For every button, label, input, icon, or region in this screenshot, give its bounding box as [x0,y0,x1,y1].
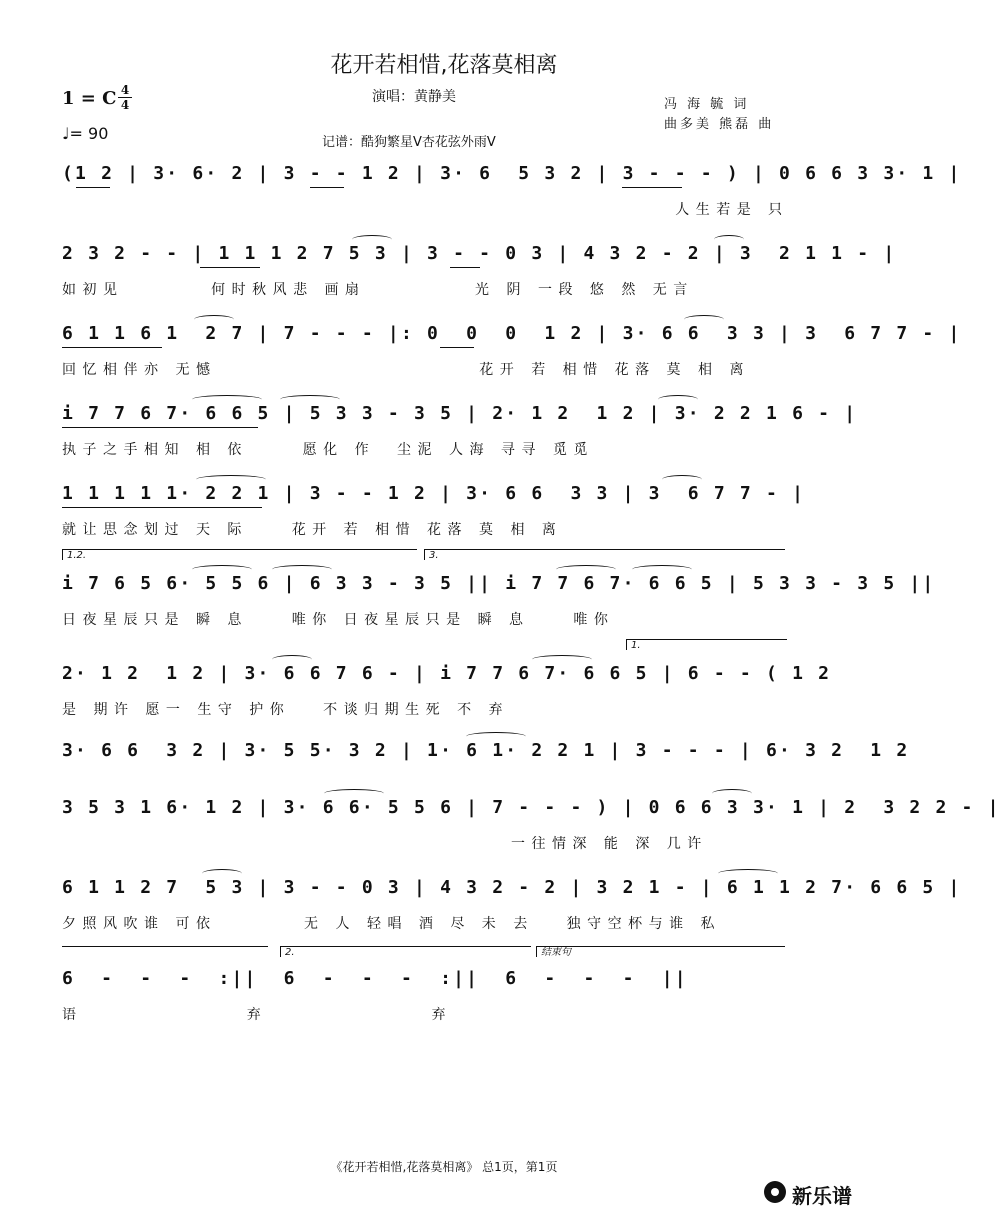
lyrics [62,776,784,796]
composer-credit: 曲多美 熊磊 曲 [664,117,775,132]
notation: 6 1 1 6 1 2 7 | 7 - - - |: 0 0 0 1 2 | 3· 6 6 3 3 | 3 6 7 7 - | [62,323,962,344]
page-footer: 《花开若相惜,花落莫相离》 总1页，第1页 [330,1160,558,1174]
score-line-1 [62,163,962,233]
score-line-5 [62,483,806,553]
notation: 3 5 3 1 6· 1 2 | 3· 6 6· 5 5 6 | 7 - - - ) | 0 6 6 3 3· 1 | 2 3 2 2 - | [62,797,1001,818]
notation: 6 - - - :|| 6 - - - :|| 6 - - - || [62,968,688,989]
notation: 6 1 1 2 7 5 3 | 3 - - 0 3 | 4 3 2 - 2 | 3 2 1 - | 6 1 1 2 7· 6 6 5 | [62,877,962,898]
lyrics: 语 弃 弃 [62,1007,453,1023]
lyrics: 执子之手相知 相 依 愿化 作 尘泥 人海 寻寻 觅觅 [62,442,594,458]
key-signature: 1 = C [62,88,117,109]
time-signature: 4 4 [118,84,132,111]
score-line-11 [62,947,784,1038]
site-logo: 新乐谱 [792,1184,852,1208]
lyrics: 夕照风吹谁 可依 无 人 轻唱 酒 尽 未 去 独守空杯与谁 私 [62,916,722,932]
lyrics: 是 期许 愿一 生守 护你 不谈归期生死 不 弃 [62,702,510,718]
song-title: 花开若相惜,花落莫相离 [330,53,558,78]
volta-bracket: 3. [424,549,785,560]
score-line-2 [62,243,897,313]
volta-bracket: 1. [626,639,787,650]
score-line-6 [62,550,936,643]
transcriber-credit: 记谱：酷狗繁星V杏花弦外雨V [322,135,496,150]
singer-credit: 演唱：黄静美 [372,89,456,105]
notation: i 7 6 5 6· 5 5 6 | 6 3 3 - 3 5 || i 7 7 6 7· 6 6 5 | 5 3 3 - 3 5 || [62,573,936,594]
notation: (1 2 | 3· 6· 2 | 3 - - 1 2 | 3· 6 5 3 2 | 3 - - - ) | 0 6 6 3 3· 1 | [62,163,962,184]
score-line-10 [62,877,962,947]
lyrics: 如初见 何时秋风悲 画扇 光 阴 一段 悠 然 无言 [62,282,694,298]
notation: i 7 7 6 7· 6 6 5 | 5 3 3 - 3 5 | 2· 1 2 1 2 | 3· 2 2 1 6 - | [62,403,858,424]
lyrics: 回忆相伴亦 无憾 花开 若 相惜 花落 莫 相 离 [62,362,750,378]
notation: 2· 1 2 1 2 | 3· 6 6 7 6 - | i 7 7 6 7· 6 6 5 | 6 - - ( 1 2 [62,663,832,684]
volta-bracket: 2. [280,946,531,957]
score-line-3 [62,323,962,393]
notation: 2 3 2 - - | 1 1 1 2 7 5 3 | 3 - - 0 3 | 4 3 2 - 2 | 3 2 1 1 - | [62,243,897,264]
notation: 3· 6 6 3 2 | 3· 5 5· 3 2 | 1· 6 1· 2 2 1 | 3 - - - | 6· 3 2 1 2 [62,740,910,761]
lyricist-credit: 冯 海 毓 词 [664,97,750,112]
score-line-7 [62,640,832,733]
score-line-4 [62,403,858,473]
lyrics: 就让思念划过 天 际 花开 若 相惜 花落 莫 相 离 [62,522,563,538]
notation: 1 1 1 1 1· 2 2 1 | 3 - - 1 2 | 3· 6 6 3 3 | 3 6 7 7 - | [62,483,806,504]
lyrics: 日夜星辰只是 瞬 息 唯你 日夜星辰只是 瞬 息 唯你 [62,612,615,628]
volta-bracket [62,946,268,957]
volta-bracket: 1.2. [62,549,417,560]
vinyl-record-icon [764,1181,786,1203]
volta-bracket: 结束句 [536,946,785,957]
lyrics: 人生若是 只 [62,202,789,218]
tempo-marking: ♩= 90 [62,124,109,143]
lyrics: 一往情深 能 深 几许 [62,836,708,852]
score-line-9 [62,797,1001,867]
